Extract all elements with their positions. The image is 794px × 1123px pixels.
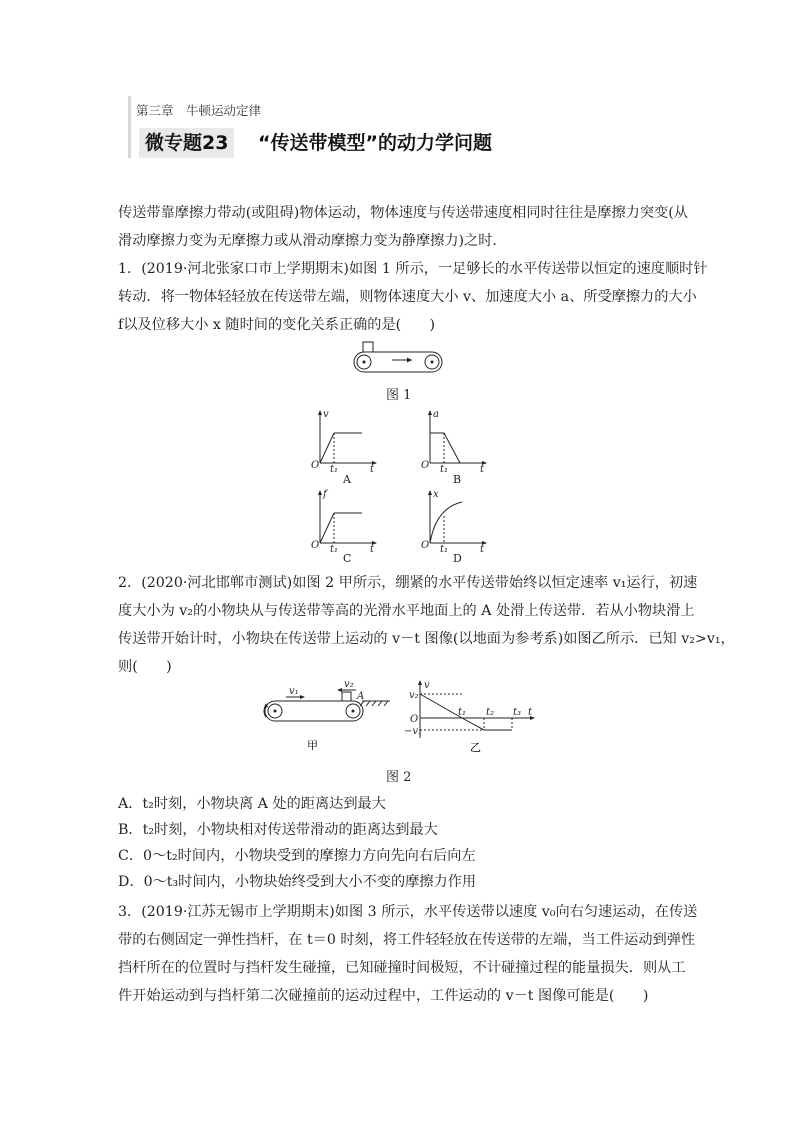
figure2-caption: 图 2: [386, 770, 412, 785]
origin-label: O: [311, 460, 320, 471]
v-arrow: [418, 680, 422, 685]
rotation-arrow-head: [264, 703, 268, 708]
v2-label: v₂: [344, 679, 354, 690]
graph-a-letter: A: [343, 473, 351, 486]
q3-line: 3．(2019·江苏无锡市上学期期末)如图 3 所示，水平传送带以速度 v₀向右匀速运动，在传送: [118, 904, 698, 920]
q2-option-c: C．0～t₂时间内，小物块受到的摩擦力方向先向右后向左: [118, 848, 476, 864]
figure1-caption: 图 1: [386, 388, 412, 403]
curve: [430, 433, 460, 463]
header-rule: [128, 96, 131, 158]
intro-line: 滑动摩擦力变为无摩擦力或从滑动摩擦力变为静摩擦力)之时．: [118, 233, 507, 249]
graph-c: [310, 488, 380, 555]
origin-label: O: [421, 460, 430, 471]
origin-label: O: [311, 540, 320, 551]
t3-label: t₃: [513, 707, 522, 718]
q2-option-d: D．0～t₃时间内，小物块始终受到大小不变的摩擦力作用: [118, 874, 477, 890]
origin-label: O: [421, 540, 430, 551]
axle-right: [431, 361, 434, 364]
q2-line: 则( ): [118, 659, 172, 675]
y-axis-label: x: [433, 489, 439, 500]
t1-label: t₁: [330, 544, 339, 555]
graph-b: [420, 408, 490, 475]
y-arrow: [428, 490, 432, 495]
neg-v1-label: −v₁: [404, 726, 423, 737]
fig-left-caption: 甲: [307, 739, 318, 752]
v1-arrow-head: [300, 695, 305, 699]
graph-b-letter: B: [453, 473, 462, 486]
graph-d-letter: D: [453, 552, 462, 565]
q3-line: 挡杆所在的位置时与挡杆发生碰撞，已知碰撞时间极短，不计碰撞过程的能量损失．则从工: [118, 960, 686, 976]
y-axis-label: v: [323, 409, 329, 420]
origin-label: O: [410, 714, 419, 725]
v-axis-label: v: [424, 680, 430, 691]
t-axis-label: t: [528, 707, 533, 718]
v2-axis-label: v₂: [409, 690, 419, 701]
q2-option-a: A．t₂时刻，小物块离 A 处的距离达到最大: [118, 796, 386, 812]
topic-number-badge: 微专题23: [139, 128, 234, 158]
y-arrow: [318, 410, 322, 415]
q3-line: 件开始运动到与挡杆第二次碰撞前的运动过程中，工件运动的 v－t 图像可能是( ): [118, 988, 649, 1004]
t-axis-label: t: [480, 544, 485, 555]
belt-shape: [265, 701, 363, 721]
q1-line: f以及位移大小 x 随时间的变化关系正确的是( ): [118, 317, 436, 333]
t1-label: t₁: [440, 464, 449, 475]
page-title: “传送带模型”的动力学问题: [258, 132, 492, 154]
t2-label: t₂: [486, 707, 495, 718]
figure2-conveyor: [258, 679, 398, 753]
q2-option-b: B．t₂时刻，小物块相对传送带滑动的距离达到最大: [118, 822, 438, 838]
belt-shape: [354, 352, 442, 372]
curve: [430, 502, 462, 543]
axle-right: [352, 710, 355, 713]
curve: [320, 513, 362, 543]
q3-line: 带的右侧固定一弹性挡杆，在 t＝0 时刻，将工件轻轻放在传送带的左端，当工件运动到弹性: [118, 932, 696, 948]
y-axis-label: a: [433, 409, 439, 420]
t1-label: t₁: [458, 707, 467, 718]
t-axis-label: t: [480, 464, 485, 475]
fig-right-caption: 乙: [470, 741, 481, 754]
q2-line: 2．(2020·河北邯郸市测试)如图 2 甲所示，绷紧的水平传送带始终以恒定速率 v₁运行，初速: [118, 575, 698, 591]
graph-a: [310, 408, 380, 475]
graph-c-letter: C: [343, 552, 352, 565]
point-a-label: A: [357, 691, 365, 702]
intro-line: 传送带靠摩擦力带动(或阻碍)物体运动，物体速度与传送带速度相同时往往是摩擦力突变(从: [118, 205, 688, 221]
q1-line: 转动．将一物体轻轻放在传送带左端，则物体速度大小 v、加速度大小 a、所受摩擦力的大小: [118, 289, 697, 305]
arrow-head: [407, 358, 412, 363]
v1-label: v₁: [289, 686, 299, 697]
block-shape: [363, 342, 373, 352]
t1-label: t₁: [440, 544, 449, 555]
block-shape: [342, 692, 351, 701]
t1-label: t₁: [330, 464, 339, 475]
q2-line: 度大小为 v₂的小物块从与传送带等高的光滑水平地面上的 A 处滑上传送带．若从小物块滑上: [118, 603, 695, 619]
y-arrow: [318, 490, 322, 495]
q1-line: 1．(2019·河北张家口市上学期期末)如图 1 所示，一足够长的水平传送带以恒定的速度顺时针: [118, 261, 708, 277]
q2-line: 传送带开始计时，小物块在传送带上运动的 v－t 图像(以地面为参考系)如图乙所示．已知 v₂>v₁，: [118, 631, 735, 647]
v2-arrow-head: [337, 688, 342, 692]
y-axis-label: f: [323, 489, 327, 500]
t-axis-label: t: [370, 544, 375, 555]
axle-left: [363, 361, 366, 364]
curve: [320, 433, 362, 463]
axle-left: [274, 710, 277, 713]
figure1-conveyor: [352, 342, 442, 374]
graph-d: [420, 488, 490, 555]
chapter-label: 第三章 牛顿运动定律: [136, 103, 262, 118]
figure2-vt-graph: [402, 678, 542, 756]
t-axis-label: t: [370, 464, 375, 475]
y-arrow: [428, 410, 432, 415]
